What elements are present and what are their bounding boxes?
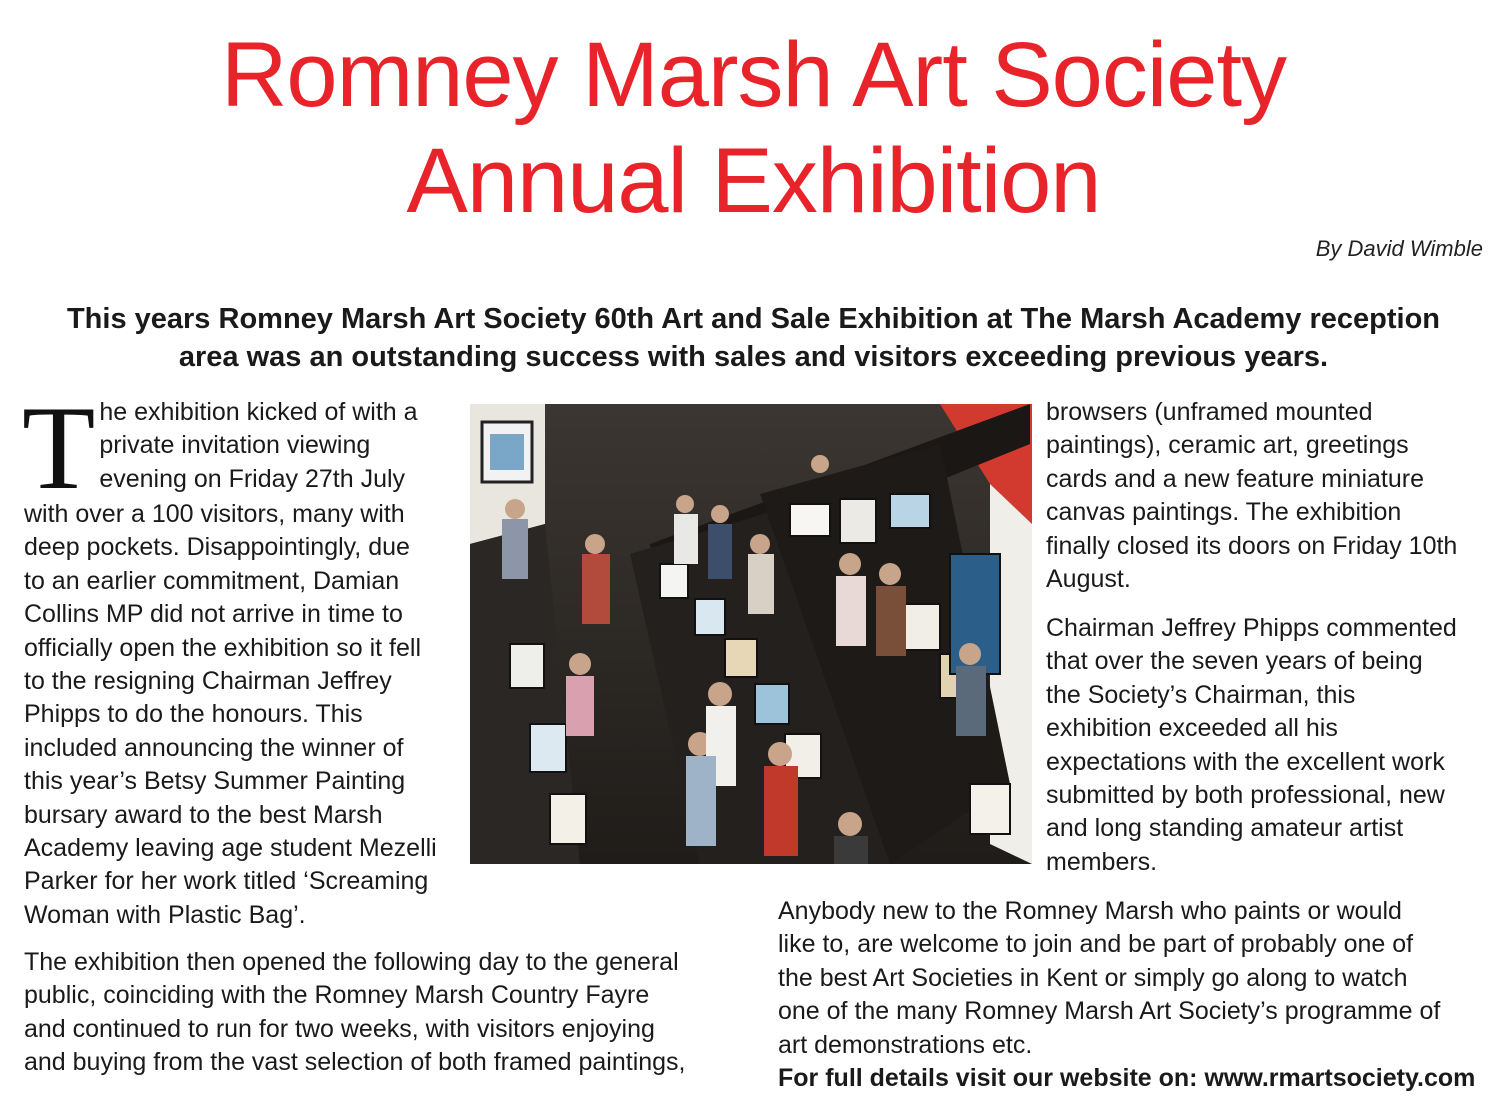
body-line: this year’s Betsy Summer Painting <box>24 767 406 796</box>
body-line: submitted by both professional, new <box>1046 781 1445 810</box>
body-line: August. <box>1046 565 1131 594</box>
body-column-bottom-right <box>778 895 1488 1095</box>
body-line: and long standing amateur artist <box>1046 814 1404 843</box>
body-column-right-middle <box>1046 612 1496 879</box>
body-line: officially open the exhibition so it fell <box>24 633 421 662</box>
body-line: paintings), ceramic art, greetings <box>1046 431 1409 460</box>
body-line: the best Art Societies in Kent or simply go along to watch <box>778 963 1408 992</box>
website-line: For full details visit our website on: www.rmartsociety.com <box>778 1064 1476 1093</box>
drop-cap: T <box>22 381 96 514</box>
body-line: Anybody new to the Romney Marsh who paints or would <box>778 897 1402 925</box>
body-column-bottom-left <box>24 946 744 1080</box>
body-line: exhibition exceeded all his <box>1046 714 1338 743</box>
body-line: to the resigning Chairman Jeffrey <box>24 667 392 696</box>
body-line: and buying from the vast selection of both framed paintings, <box>24 1048 686 1077</box>
body-line: bursary award to the best Marsh <box>24 800 383 829</box>
standfirst-line-1: This years Romney Marsh Art Society 60th Art and Sale Exhibition at The Marsh Academy reception <box>66 303 1441 335</box>
body-line: Parker for her work titled ‘Screaming <box>24 867 429 896</box>
body-line: canvas paintings. The exhibition <box>1046 498 1402 527</box>
byline: By David Wimble <box>1315 236 1483 261</box>
body-line: deep pockets. Disappointingly, due <box>24 533 410 562</box>
body-column-right-top <box>1046 396 1496 596</box>
standfirst <box>20 300 1487 376</box>
body-line: one of the many Romney Marsh Art Society’s programme of <box>778 997 1441 1026</box>
body-line: Chairman Jeffrey Phipps commented <box>1046 614 1457 642</box>
body-line: art demonstrations etc. <box>778 1030 1033 1059</box>
body-line: Woman with Plastic Bag’. <box>24 900 306 929</box>
body-line: members. <box>1046 847 1158 876</box>
body-line: browsers (unframed mounted <box>1046 398 1373 426</box>
body-line: included announcing the winner of <box>24 733 404 762</box>
body-line: like to, are welcome to join and be part of probably one of <box>778 930 1414 959</box>
title-line-2: Annual Exhibition <box>406 130 1101 232</box>
body-column-left <box>22 381 464 932</box>
body-line: to an earlier commitment, Damian <box>24 566 400 595</box>
body-line: finally closed its doors on Friday 10th <box>1046 531 1458 560</box>
body-line: expectations with the excellent work <box>1046 747 1445 776</box>
article-title <box>0 22 1507 234</box>
body-line: and continued to run for two weeks, with visitors enjoying <box>24 1014 655 1043</box>
body-line: evening on Friday 27th July <box>99 464 406 493</box>
body-line: he exhibition kicked of with a <box>99 398 418 426</box>
exhibition-photo-icon <box>470 404 1032 864</box>
body-line: the Society’s Chairman, this <box>1046 680 1356 709</box>
body-line: Academy leaving age student Mezelli <box>24 834 437 863</box>
exhibition-photo <box>470 404 1032 864</box>
body-line: cards and a new feature miniature <box>1046 464 1424 493</box>
body-line: Phipps to do the honours. This <box>24 700 363 729</box>
standfirst-line-2: area was an outstanding success with sales and visitors exceeding previous years. <box>178 341 1329 373</box>
body-line: with over a 100 visitors, many with <box>24 500 405 528</box>
body-line: public, coinciding with the Romney Marsh Country Fayre <box>24 981 650 1010</box>
body-line: private invitation viewing <box>99 431 371 460</box>
body-line: The exhibition then opened the following day to the general <box>24 948 679 976</box>
body-line: that over the seven years of being <box>1046 647 1423 676</box>
body-line: Collins MP did not arrive in time to <box>24 600 403 629</box>
title-line-1: Romney Marsh Art Society <box>220 24 1287 126</box>
